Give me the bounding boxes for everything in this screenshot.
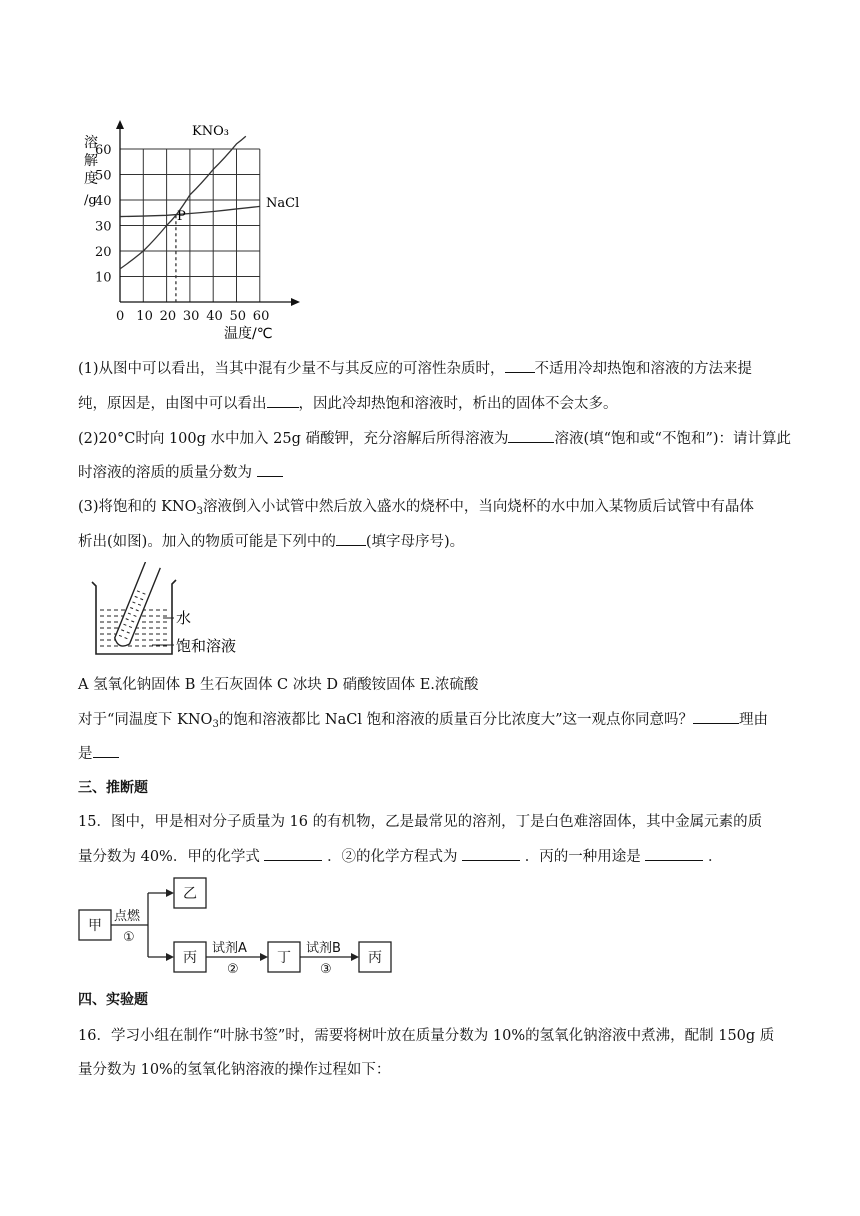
- section-3-heading: 三、推断题: [78, 780, 148, 796]
- arrow-to-ding-icon: [260, 953, 268, 961]
- q14-part2-line1: (2)20°C时向 100g 水中加入 25g 硝酸钾，充分溶解后所得溶液为 溶液(填“饱和或“不饱和”)：请计算此: [78, 428, 791, 449]
- ylabel-char-2: 解: [84, 153, 98, 169]
- ylabel-char-4: /g: [84, 193, 97, 208]
- box-bing2-label: 丙: [368, 950, 382, 966]
- q14-opinion-line2: 是: [78, 743, 119, 764]
- arrow-to-bing-icon: [166, 953, 174, 961]
- x-axis-label: 温度/℃: [224, 326, 273, 342]
- q15-line1: 15．图中，甲是相对分子质量为 16 的有机物，乙是最常见的溶剂，丁是白色难溶固体，其中金属元素的质: [78, 814, 763, 830]
- x-tick-label: 60: [252, 309, 270, 324]
- y-tick-label: 60: [95, 143, 112, 158]
- water-label: 水: [176, 609, 192, 627]
- section-4-heading: 四、实验题: [78, 992, 148, 1008]
- q16-line2: 量分数为 10%的氢氧化钠溶液的操作过程如下：: [78, 1062, 391, 1078]
- q14-part1-line1: (1)从图中可以看出，当其中混有少量不与其反应的可溶性杂质时， 不适用冷却热饱和溶液的方法来提: [78, 358, 752, 379]
- y-tick-label: 40: [95, 194, 112, 209]
- q14-part1-line2: 纯，原因是，由图中可以看出 ，因此冷却热饱和溶液时，析出的固体不会太多。: [78, 393, 618, 414]
- beaker-figure: [88, 562, 248, 666]
- chart-tick-labels: [95, 143, 269, 324]
- x-tick-label: 20: [159, 309, 177, 324]
- series-line-kno3: [120, 136, 246, 269]
- saturated-solution-label: 饱和溶液: [176, 637, 237, 655]
- y-tick-label: 10: [95, 270, 112, 286]
- q14-options: A 氢氧化钠固体 B 生石灰固体 C 冰块 D 硝酸铵固体 E.浓硫酸: [78, 677, 479, 693]
- x-tick-label: 30: [182, 309, 200, 324]
- arrow2-reagent: 试剂A: [212, 941, 247, 956]
- reaction-flow-diagram: [76, 874, 406, 978]
- arrow3-reagent: 试剂B: [306, 941, 341, 956]
- q14-part2-line2: 时溶液的溶质的质量分数为: [78, 462, 283, 483]
- nacl-series-label: NaCl: [266, 196, 300, 211]
- box-yi-label: 乙: [183, 886, 197, 902]
- arrow-to-yi-icon: [166, 889, 174, 897]
- ylabel-char-3: 度: [84, 171, 98, 187]
- x-tick-label: 40: [206, 309, 223, 324]
- box-bing-label: 丙: [183, 950, 197, 966]
- arrow3-number: ③: [320, 962, 332, 977]
- y-axis-arrow-icon: [116, 120, 124, 129]
- box-ding-label: 丁: [277, 950, 291, 966]
- point-p-label: P: [177, 209, 186, 224]
- x-tick-label: 50: [229, 309, 247, 324]
- q15-line2: 量分数为 40%．甲的化学式 ．②的化学方程式为 ．丙的一种用途是 ．: [78, 846, 723, 867]
- test-tube: [113, 562, 160, 649]
- y-tick-label: 50: [95, 168, 112, 184]
- ylabel-char-1: 溶: [84, 135, 98, 151]
- kno3-series-label: KNO₃: [192, 124, 229, 139]
- solubility-chart: [80, 118, 310, 348]
- arrow2-number: ②: [227, 962, 239, 977]
- q14-part3-line1: (3)将饱和的 $KNO_3$溶液倒入小试管中然后放入盛水的烧杯中，当向烧杯的水中加入某物质后试管中有晶体: [78, 499, 754, 517]
- chart-grid: [120, 149, 260, 302]
- y-tick-label: 20: [95, 245, 112, 260]
- x-tick-label: 10: [136, 309, 153, 324]
- q16-line1: 16．学习小组在制作“叶脉书签”时，需要将树叶放在质量分数为 10%的氢氧化钠溶液中煮沸，配制 150g 质: [78, 1028, 775, 1044]
- x-axis-arrow-icon: [291, 298, 300, 306]
- arrow1-number: ①: [123, 930, 135, 945]
- box-jia-label: 甲: [88, 918, 102, 934]
- y-tick-label: 30: [95, 219, 112, 235]
- x-tick-label: 0: [116, 309, 125, 324]
- arrow1-condition: 点燃: [114, 909, 141, 924]
- q14-part3-line2: 析出(如图)。加入的物质可能是下列中的 (填字母序号)。: [78, 531, 464, 552]
- q14-opinion-line1: 对于“同温度下 $KNO_3$的饱和溶液都比 NaCl 饱和溶液的质量百分比浓度大”这一观点你同意吗？ 理由: [78, 709, 768, 730]
- arrow-to-bing2-icon: [351, 953, 359, 961]
